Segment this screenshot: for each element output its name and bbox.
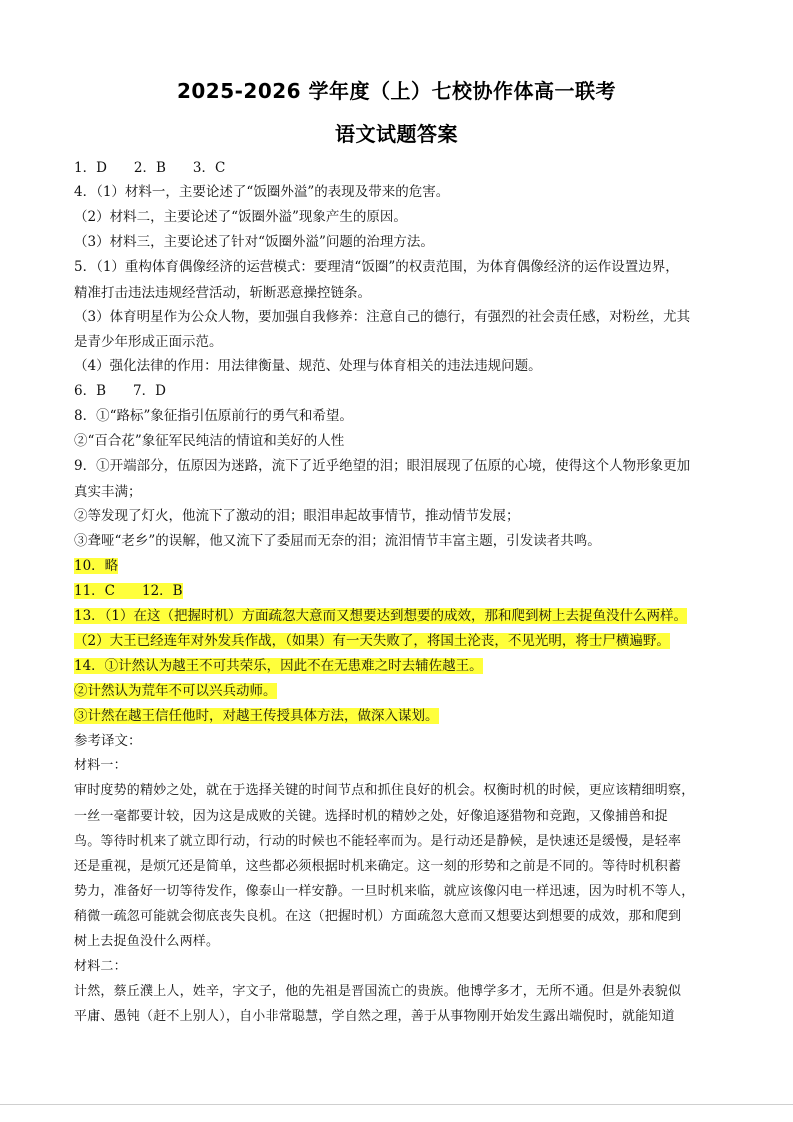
answer-line: ②“百合花”象征军民纯洁的情谊和美好的人性 [74, 433, 345, 449]
answer-line: 1．D 2．B 3．C [74, 160, 226, 176]
answer-line-highlighted [74, 656, 483, 676]
highlight: ③计然在越王信任他时，对越王传授具体方法，做深入谋划。 [74, 708, 439, 724]
highlight: 14．①计然认为越王不可共荣乐，因此不在无患难之时去辅佐越王。 [74, 658, 483, 674]
section-label: 材料一： [74, 758, 127, 773]
translation-line: 稍微一疏忽可能就会彻底丧失良机。在这（把握时机）方面疏忽大意而又想要达到想要的成效，那和爬到 [74, 909, 682, 924]
answer-line-highlighted [74, 631, 670, 651]
answer-line: 4．（1）材料一，主要论述了“饭圈外溢”的表现及带来的危害。 [74, 184, 450, 200]
translation-line: 树上去捉鱼没什么两样。 [74, 934, 220, 949]
translation-line: 势力，准备好一切等待发作，像泰山一样安静。一旦时机来临，就应该像闪电一样迅速，因为时机不等人， [74, 884, 695, 899]
answer-line-highlighted [74, 706, 439, 726]
answer-line: 8．①“路标”象征指引伍原前行的勇气和希望。 [74, 408, 353, 424]
highlight: 13．（1）在这（把握时机）方面疏忽大意而又想要达到想要的成效，那和爬到树上去捉鱼没什么两样。 [74, 608, 688, 624]
answer-line-highlighted [74, 681, 277, 701]
translation-line: 平庸、愚钝（赶不上别人），自小非常聪慧，学自然之理，善于从事物刚开始发生露出端倪时，就能知道 [74, 1009, 675, 1024]
highlight: 10．略 [74, 558, 119, 574]
section-label: 参考译文： [74, 733, 142, 749]
answer-line: 6．B 7．D [74, 383, 166, 399]
highlight: （2）大王已经连年对外发兵作战，（如果）有一天失败了，将国土沦丧，不见光明，将士尸横遍野。 [74, 633, 670, 649]
highlight: ②计然认为荒年不可以兴兵动师。 [74, 683, 277, 699]
translation-line: 计然，蔡丘濮上人，姓辛，字文子，他的先祖是晋国流亡的贵族。他博学多才，无所不通。但是外表貌似 [74, 984, 682, 999]
translation-line: 鸟。等待时机来了就立即行动，行动的时候也不能轻率而为。是行动还是静候，是快速还是缓慢，是轻率 [74, 834, 682, 849]
answer-line: （3）体育明星作为公众人物，要加强自我修养：注意自己的德行，有强烈的社会责任感，对粉丝，尤其 [74, 309, 691, 325]
answer-line: （3）材料三，主要论述了针对“饭圈外溢”问题的治理方法。 [74, 234, 434, 250]
answer-line-highlighted [74, 556, 118, 576]
section-label: 材料二： [74, 959, 127, 974]
translation-line: 还是重视，是烦冗还是简单，这些都必须根据时机来确定。这一刻的形势和之前是不同的。等待时机积蓄 [74, 859, 682, 874]
translation-line: 一丝一毫都要计较，因为这是成败的关键。选择时机的精妙之处，好像追逐猎物和竞跑，又像捕兽和捉 [74, 809, 669, 824]
answer-line: 精准打击违法违规经营活动，斩断恶意操控链条。 [74, 285, 371, 301]
answer-line: 是青少年形成正面示范。 [74, 334, 223, 350]
answer-line: （2）材料二，主要论述了“饭圈外溢”现象产生的原因。 [74, 209, 407, 225]
translation-line: 审时度势的精妙之处，就在于选择关键的时间节点和抓住良好的机会。权衡时机的时候，更应该精细明察， [74, 783, 695, 798]
answer-line: 5．（1）重构体育偶像经济的运营模式：要理清“饭圈”的权责范围，为体育偶像经济的运作设置边界， [74, 259, 679, 275]
highlight: 11．C 12．B [74, 583, 183, 599]
document-title: 2025-2026 学年度（上）七校协作体高一联考 [176, 79, 617, 103]
page-bottom-divider [0, 1104, 793, 1105]
answer-line: （4）强化法律的作用：用法律衡量、规范、处理与体育相关的违法违规问题。 [74, 358, 542, 374]
answer-line: ③聋哑“老乡”的误解，他又流下了委屈而无奈的泪；流泪情节丰富主题，引发读者共鸣。 [74, 533, 601, 549]
answer-line: ②等发现了灯火，他流下了激动的泪；眼泪串起故事情节，推动情节发展； [74, 508, 520, 524]
answer-line: 真实丰满； [74, 484, 142, 500]
document-subtitle: 语文试题答案 [335, 122, 458, 146]
answer-line: 9．①开端部分，伍原因为迷路，流下了近乎绝望的泪；眼泪展现了伍原的心境，使得这个人物形象更加 [74, 458, 691, 474]
answer-line-highlighted [74, 606, 687, 626]
answer-line-highlighted [74, 581, 183, 601]
